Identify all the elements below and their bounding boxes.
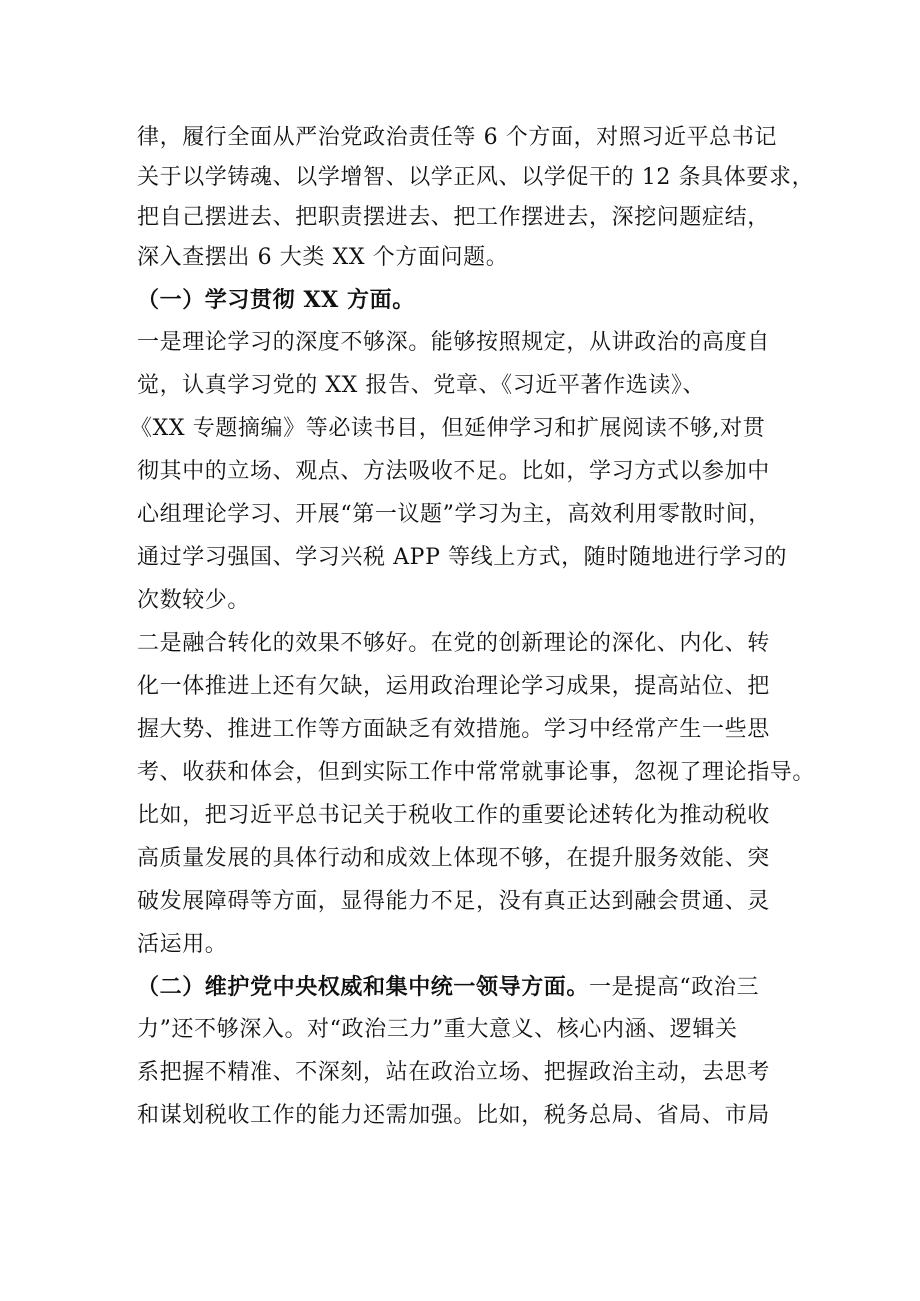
section-heading-2: （二）维护党中央权威和集中统一领导方面。 (137, 974, 590, 1000)
paragraph-line: 把自己摆进去、把职责摆进去、把工作摆进去，深挖问题症结， (137, 205, 770, 230)
paragraph-line: 系把握不精准、不深刻，站在政治立场、把握政治主动，去思考 (137, 1060, 770, 1085)
paragraph-line: 活运用。 (137, 932, 228, 957)
section-heading-1: （一）学习贯彻 XX 方面。 (137, 287, 415, 313)
paragraph-line: 彻其中的立场、观点、方法吸收不足。比如，学习方式以参加中 (137, 459, 770, 484)
paragraph-line: 心组理论学习、开展“第一议题”学习为主，高效利用零散时间， (137, 502, 771, 527)
paragraph-line: 比如，把习近平总书记关于税收工作的重要论述转化为推动税收 (137, 803, 770, 828)
paragraph-line: 关于以学铸魂、以学增智、以学正风、以学促干的 12 条具体要求， (137, 165, 815, 190)
paragraph-line: 二是融合转化的效果不够好。在党的创新理论的深化、内化、转 (137, 631, 770, 656)
paragraph-line: 破发展障碍等方面，显得能力不足，没有真正达到融会贯通、灵 (137, 889, 770, 914)
paragraph-line: 深入查摆出 6 大类 XX 个方面问题。 (137, 245, 509, 270)
paragraph-line: 和谋划税收工作的能力还需加强。比如，税务总局、省局、市局 (137, 1103, 770, 1128)
paragraph-line: 化一体推进上还有欠缺，运用政治理论学习成果，提高站位、把 (137, 674, 770, 699)
paragraph-line: 次数较少。 (137, 588, 251, 613)
paragraph-line: 通过学习强国、学习兴税 APP 等线上方式，随时随地进行学习的 (137, 545, 788, 570)
paragraph-line: 《XX 专题摘编》等必读书目，但延伸学习和扩展阅读不够,对贯 (130, 416, 766, 441)
paragraph-line: 握大势、推进工作等方面缺乏有效措施。学习中经常产生一些思 (137, 717, 770, 742)
paragraph-line: 一是提高“政治三 (589, 975, 760, 1000)
paragraph-line: 力”还不够深入。对“政治三力”重大意义、核心内涵、逻辑关 (137, 1017, 738, 1042)
paragraph-line: 考、收获和体会，但到实际工作中常常就事论事，忽视了理论指导。 (137, 760, 816, 785)
paragraph-line: 一是理论学习的深度不够深。能够按照规定，从讲政治的高度自 (137, 330, 770, 355)
paragraph-line: 觉，认真学习党的 XX 报告、党章、《习近平著作选读》、 (137, 373, 706, 398)
paragraph-line: 律，履行全面从严治党政治责任等 6 个方面，对照习近平总书记 (137, 125, 777, 150)
section-line-2 (137, 972, 759, 1003)
paragraph-line: 高质量发展的具体行动和成效上体现不够，在提升服务效能、突 (137, 846, 770, 871)
